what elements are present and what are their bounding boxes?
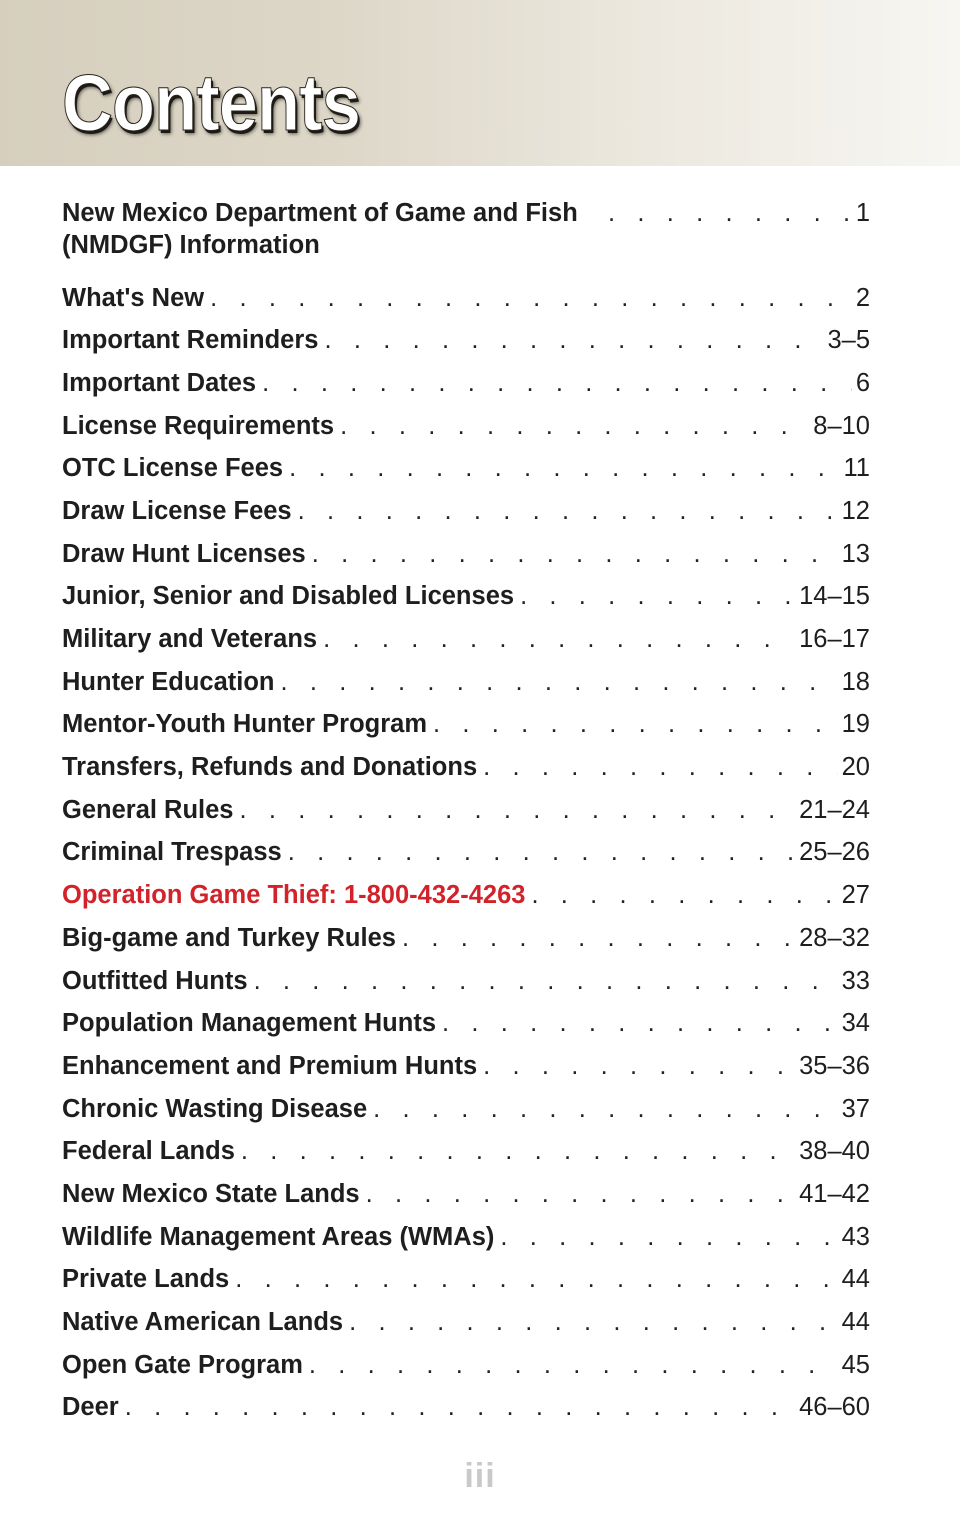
toc-entry-draw-hunt-licenses[interactable] [62,538,870,581]
toc-dot-leader [204,282,852,314]
toc-entry-page: 44 [841,1265,870,1294]
toc-entry-title: Chronic Wasting Disease [62,1094,368,1123]
toc-entry-page: 8–10 [813,411,870,440]
toc-entry-junior-senior-disabled[interactable] [62,580,870,623]
toc-entry-title: Important Reminders [62,326,319,355]
toc-entry-native-american-lands[interactable] [62,1306,870,1349]
toc-entry-title: Transfers, Refunds and Donations [62,753,478,782]
toc-entry-page: 13 [841,539,870,568]
toc-dot-leader [256,367,852,399]
toc-entry-title: General Rules [62,795,234,824]
toc-entry-important-dates[interactable] [62,367,870,410]
toc-entry-enhancement-premium[interactable] [62,1050,870,1093]
toc-entry-mentor-youth[interactable] [62,708,870,751]
toc-entry-wmas[interactable] [62,1221,870,1264]
toc-dot-leader [235,1135,795,1167]
toc-entry-page: 2 [855,283,870,312]
toc-dot-leader [427,708,838,740]
toc-entry-whats-new[interactable] [62,282,870,325]
toc-dot-leader [525,879,837,911]
toc-entry-page: 27 [841,881,870,910]
toc-entry-title: Open Gate Program [62,1350,303,1379]
toc-entry-page: 41–42 [799,1179,870,1208]
toc-entry-hunter-education[interactable] [62,666,870,709]
toc-dot-leader [275,666,838,698]
toc-entry-page: 3–5 [827,326,870,355]
toc-entry-title: Important Dates [62,368,257,397]
toc-entry-title: Criminal Trespass [62,838,282,867]
toc-entry-page: 1 [855,199,870,227]
toc-dot-leader [248,965,838,997]
toc-entry-federal-lands[interactable] [62,1135,870,1178]
toc-entry-open-gate[interactable] [62,1349,870,1392]
toc-entry-title: Draw License Fees [62,496,292,525]
toc-entry-page: 46–60 [799,1393,870,1422]
toc-entry-nmdgf-information[interactable] [62,197,870,282]
toc-entry-page: 6 [855,368,870,397]
toc-entry-deer[interactable] [62,1391,870,1434]
toc-entry-private-lands[interactable] [62,1263,870,1306]
toc-entry-military-veterans[interactable] [62,623,870,666]
toc-entry-page: 44 [841,1308,870,1336]
toc-entry-page: 14–15 [799,582,870,611]
toc-dot-leader [303,1349,838,1381]
toc-entry-title: Hunter Education [62,667,275,696]
toc-entry-title: Private Lands [62,1265,230,1294]
toc-dot-leader [360,1178,795,1210]
toc-entry-title: New Mexico State Lands [62,1179,360,1208]
toc-entry-title: What's New [62,283,205,312]
toc-entry-page: 19 [841,710,870,739]
toc-entry-state-lands[interactable] [62,1178,870,1221]
page-title: Contents [62,58,361,147]
toc-entry-page: 37 [841,1094,870,1123]
toc-entry-title: Big-game and Turkey Rules [62,923,396,952]
toc-entry-title: OTC License Fees [62,454,284,483]
toc-entry-page: 43 [841,1222,870,1251]
toc-entry-title: Military and Veterans [62,625,318,653]
toc-entry-page: 28–32 [799,923,870,952]
toc-entry-page: 18 [841,667,870,696]
toc-entry-license-requirements[interactable] [62,410,870,453]
table-of-contents [62,197,870,1434]
toc-entry-page: 11 [843,454,870,483]
toc-entry-transfers-refunds[interactable] [62,751,870,794]
toc-entry-page: 16–17 [799,625,870,653]
toc-entry-page: 20 [841,753,870,782]
toc-entry-page: 34 [841,1009,870,1038]
toc-entry-otc-license-fees[interactable] [62,452,870,495]
toc-entry-title: Junior, Senior and Disabled Licenses [62,582,515,611]
toc-entry-title: License Requirements [62,411,335,440]
toc-dot-leader [292,495,838,527]
toc-entry-title: Population Management Hunts [62,1009,437,1038]
page-number: iii [464,1457,496,1495]
toc-entry-title: Operation Game Thief: 1-800-432-4263 [62,881,526,910]
toc-dot-leader [396,922,795,954]
toc-dot-leader [436,1007,838,1039]
toc-dot-leader [477,751,837,783]
toc-dot-leader [477,1050,795,1082]
toc-entry-page: 25–26 [799,838,870,867]
toc-entry-draw-license-fees[interactable] [62,495,870,538]
toc-entry-title: Native American Lands [62,1308,344,1336]
toc-dot-leader [306,538,838,570]
toc-entry-general-rules[interactable] [62,794,870,837]
toc-dot-leader [367,1093,837,1125]
toc-dot-leader [343,1306,838,1338]
toc-entry-title: Enhancement and Premium Hunts [62,1051,478,1080]
toc-entry-page: 38–40 [799,1137,870,1166]
toc-entry-title: Federal Lands [62,1137,235,1166]
toc-dot-leader [514,580,795,612]
toc-entry-operation-game-thief[interactable] [62,879,870,922]
toc-dot-leader [282,836,795,868]
toc-entry-big-game-turkey[interactable] [62,922,870,965]
toc-dot-leader [318,324,823,356]
toc-dot-leader [234,794,796,826]
toc-entry-important-reminders[interactable] [62,324,870,367]
toc-dot-leader [119,1391,795,1423]
toc-entry-title: New Mexico Department of Game and Fish (NMDGF) Information [62,199,578,259]
toc-dot-leader [317,623,795,655]
toc-entry-title: Deer [62,1393,119,1422]
toc-entry-page: 33 [841,966,870,995]
toc-dot-leader [334,410,809,442]
toc-entry-outfitted-hunts[interactable] [62,965,870,1008]
header-band [0,0,960,166]
toc-entry-page: 21–24 [799,795,870,824]
toc-dot-leader [283,452,839,484]
toc-entry-title: Outfitted Hunts [62,966,248,995]
toc-dot-leader [602,197,852,229]
toc-dot-leader [229,1263,837,1295]
toc-entry-population-management[interactable] [62,1007,870,1050]
toc-entry-page: 35–36 [799,1051,870,1080]
toc-entry-criminal-trespass[interactable] [62,836,870,879]
toc-entry-chronic-wasting[interactable] [62,1093,870,1136]
toc-entry-page: 45 [841,1350,870,1379]
toc-dot-leader [494,1221,837,1253]
toc-entry-title: Wildlife Management Areas (WMAs) [62,1222,495,1251]
toc-entry-title: Mentor-Youth Hunter Program [62,710,428,739]
toc-entry-title: Draw Hunt Licenses [62,539,306,568]
toc-entry-page: 12 [841,496,870,525]
